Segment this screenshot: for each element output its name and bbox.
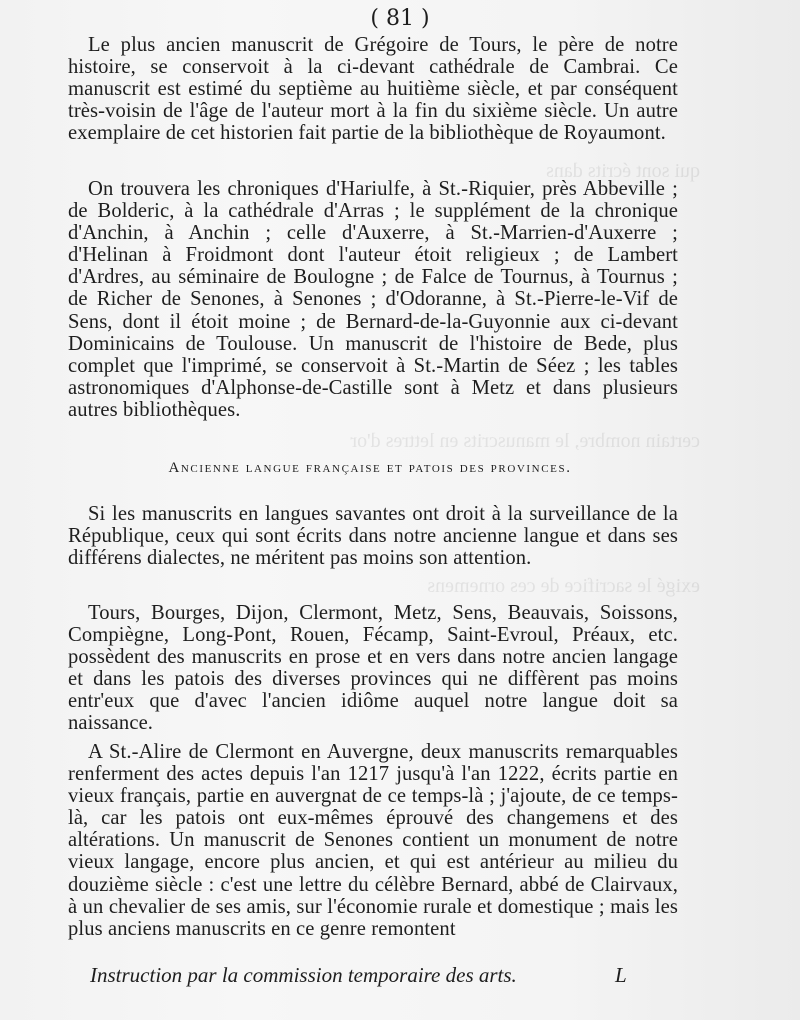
page-number: ( 81 ) bbox=[370, 6, 430, 31]
paragraph-villes-manuscrits: Tours, Bourges, Dijon, Clermont, Metz, Sens, Beauvais, Soissons, Compiègne, Long-Pont, Rouen, Fécamp, Saint-Evroul, Préaux, etc. possèdent des manuscrits en prose et en vers dans notre ancien langage et dans les patois des diverses provinces qui ne diffèrent pas moins entr'eux que d'avec l'ancien idiôme auquel notre langue doit sa naissance. bbox=[68, 602, 678, 735]
bleed-through-text: exigé le sacrifice de ces ornemens bbox=[427, 575, 700, 597]
footer-title: Instruction par la commission temporaire des arts. bbox=[90, 963, 517, 987]
paragraph-langues-savantes: Si les manuscrits en langues savantes ont droit à la surveillance de la République, ceux qui sont écrits dans notre ancienne langue et dans ses différens dialectes, ne méritent pas moins son attention. bbox=[68, 503, 678, 570]
paragraph-chroniques: On trouvera les chroniques d'Hariulfe, à St.-Riquier, près Abbeville ; de Bolderic, à la cathédrale d'Arras ; le supplément de la chronique d'Anchin, à Anchin ; celle d'Auxerre, à St.-Marrien-d'Auxerre ; d'Helinan à Froidmont dont l'auteur étoit religieux ; de Lambert d'Ardres, au séminaire de Boulogne ; de Falce de Tournus, à Tournus ; de Richer de Senones, à Senones ; d'Odoranne, à St.-Pierre-le-Vif de Sens, dont il étoit moine ; de Bernard-de-la-Guyonnie aux ci-devant Dominicains de Toulouse. Un manuscrit de l'histoire de Bede, plus complet que l'imprimé, se conservoit à St.-Martin de Séez ; les tables astronomiques d'Alphonse-de-Castille sont à Metz et dans plusieurs autres bibliothèques. bbox=[68, 178, 678, 421]
bleed-through-text: certain nombre, le manuscrits en lettres d'or bbox=[350, 430, 700, 452]
bleed-through-text: qui sont écrits dans bbox=[546, 160, 700, 182]
section-heading: Ancienne langue française et patois des provinces. bbox=[168, 460, 572, 476]
signature-mark: L bbox=[615, 963, 627, 987]
paragraph-gregoire-de-tours: Le plus ancien manuscrit de Grégoire de Tours, le père de notre histoire, se conservoit à la ci-devant cathédrale de Cambrai. Ce manuscrit est estimé du septième au huitième siècle, et par conséquent très-voisin de l'âge de l'auteur mort à la fin du sixième siècle. Un autre exemplaire de cet historien fait partie de la bibliothèque de Royaumont. bbox=[68, 34, 678, 145]
paragraph-st-alire: A St.-Alire de Clermont en Auvergne, deux manuscrits remarquables renferment des actes depuis l'an 1217 jusqu'à l'an 1222, écrits partie en vieux français, partie en auvergnat de ce temps-là ; j'ajoute, de ce temps-là, car les patois ont eux-mêmes éprouvé des changemens et des altérations. Un manuscrit de Senones contient un monument de notre vieux langage, encore plus ancien, et qui est antérieur au milieu du douzième siècle : c'est une lettre du célèbre Bernard, abbé de Clairvaux, à un chevalier de ses amis, sur l'économie rurale et domestique ; mais les plus anciens manuscrits en ce genre remontent bbox=[68, 741, 678, 940]
